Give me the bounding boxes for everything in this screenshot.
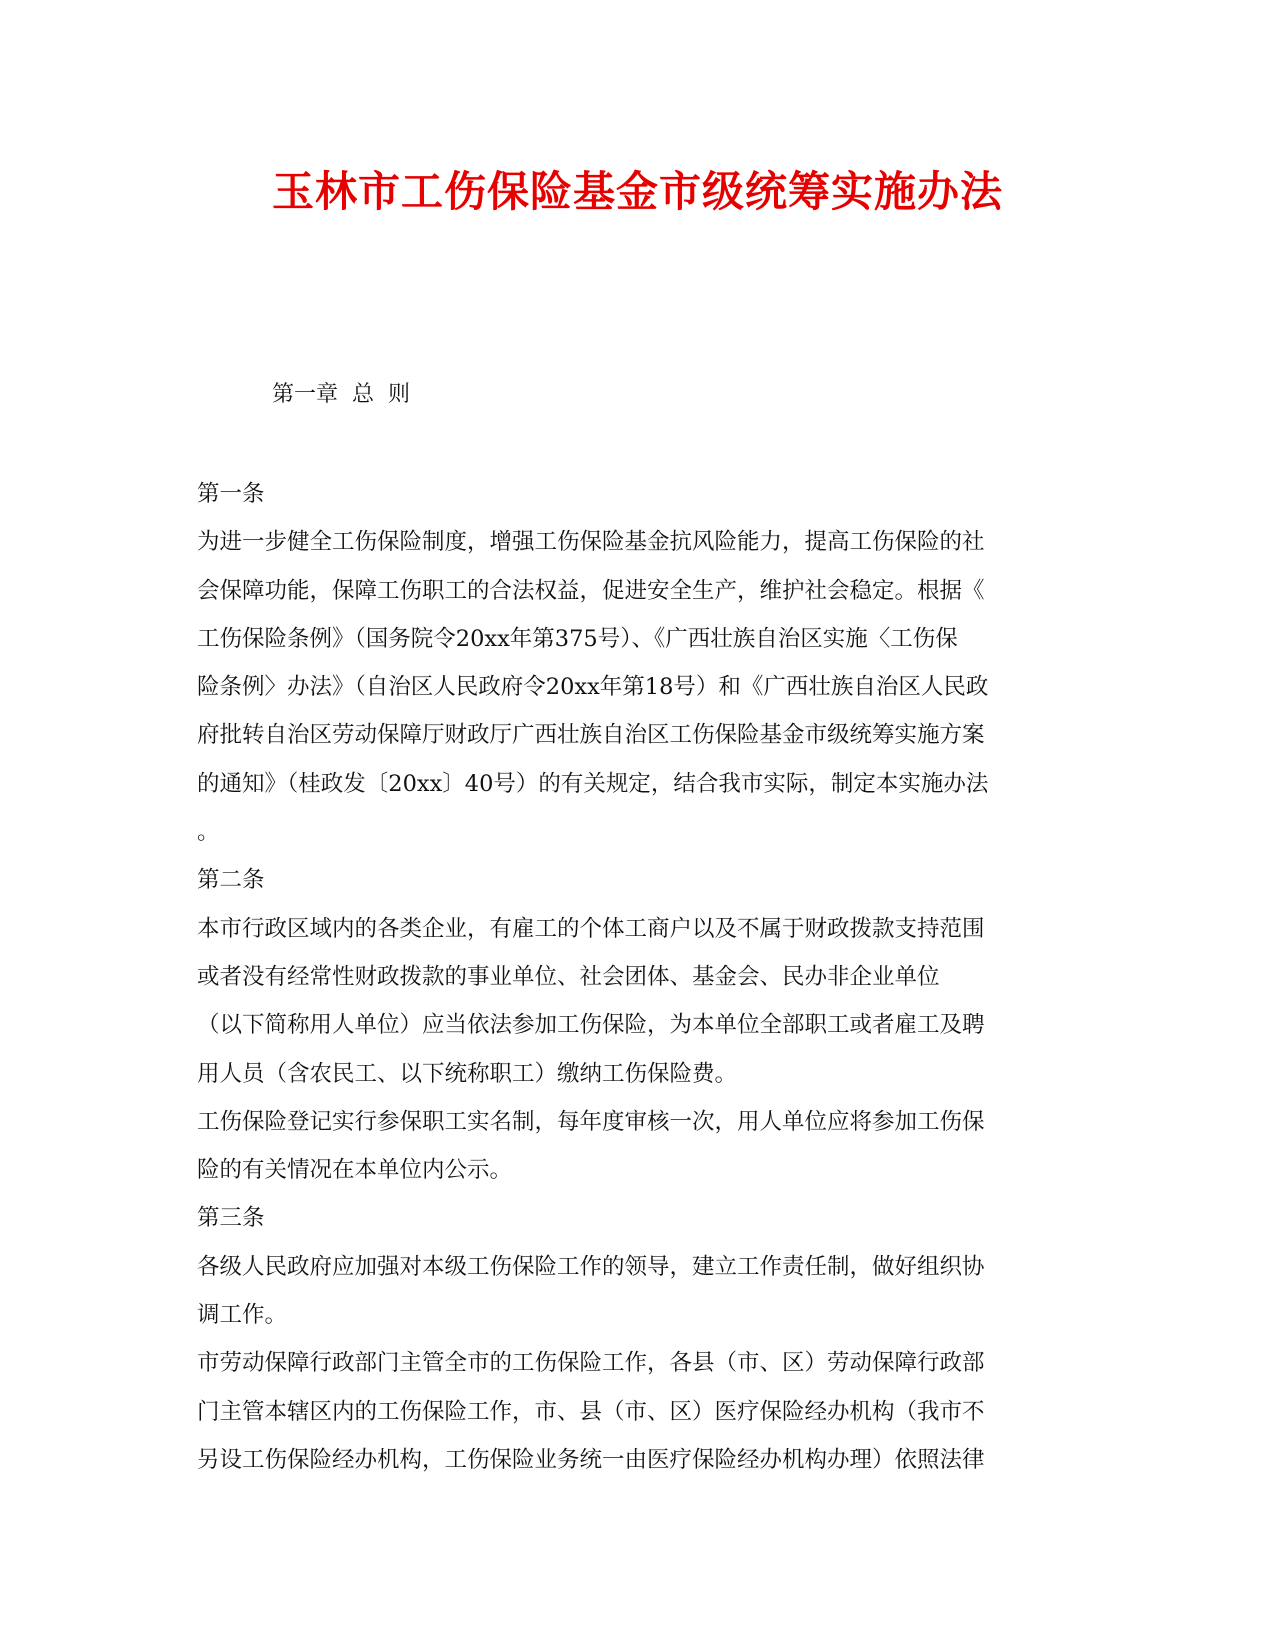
article-heading: 第一条 <box>197 481 265 507</box>
body-line: 市劳动保障行政部门主管全市的工伤保险工作，各县（市、区）劳动保障行政部 <box>197 1350 985 1377</box>
chapter-heading: 第一章 总 则 <box>272 382 410 407</box>
body-line: 险的有关情况在本单位内公示。 <box>197 1157 513 1184</box>
body-text <box>197 470 1077 1484</box>
body-line: 府批转自治区劳动保障厅财政厅广西壮族自治区工伤保险基金市级统筹实施方案 <box>197 722 985 749</box>
document-title: 玉林市工伤保险基金市级统筹实施办法 <box>271 167 1003 216</box>
body-line: 用人员（含农民工、以下统称职工）缴纳工伤保险费。 <box>197 1060 738 1087</box>
article-heading: 第三条 <box>197 1205 265 1232</box>
body-line: 另设工伤保险经办机构，工伤保险业务统一由医疗保险经办机构办理）依照法律 <box>197 1446 985 1473</box>
article-heading: 第二条 <box>197 867 265 894</box>
body-line: 本市行政区域内的各类企业，有雇工的个体工商户以及不属于财政拨款支持范围 <box>197 915 985 942</box>
body-line: 会保障功能，保障工伤职工的合法权益，促进安全生产，维护社会稳定。根据《 <box>197 577 985 604</box>
body-line: 险条例〉办法》（自治区人民政府令20xx年第18号）和《广西壮族自治区人民政 <box>197 674 989 701</box>
body-line: （以下简称用人单位）应当依法参加工伤保险，为本单位全部职工或者雇工及聘 <box>197 1012 985 1039</box>
body-line: 为进一步健全工伤保险制度，增强工伤保险基金抗风险能力，提高工伤保险的社 <box>197 529 985 556</box>
body-line: 。 <box>197 819 220 846</box>
body-line: 的通知》（桂政发〔20xx〕40号）的有关规定，结合我市实际，制定本实施办法 <box>197 770 989 797</box>
body-line: 或者没有经常性财政拨款的事业单位、社会团体、基金会、民办非企业单位 <box>197 963 940 990</box>
body-line: 工伤保险登记实行参保职工实名制，每年度审核一次，用人单位应将参加工伤保 <box>197 1108 985 1135</box>
body-line: 调工作。 <box>197 1302 288 1329</box>
body-line: 门主管本辖区内的工伤保险工作，市、县（市、区）医疗保险经办机构（我市不 <box>197 1398 985 1425</box>
body-line: 各级人民政府应加强对本级工伤保险工作的领导，建立工作责任制，做好组织协 <box>197 1253 985 1280</box>
body-line: 工伤保险条例》（国务院令20xx年第375号）、《广西壮族自治区实施〈工伤保 <box>197 625 958 652</box>
